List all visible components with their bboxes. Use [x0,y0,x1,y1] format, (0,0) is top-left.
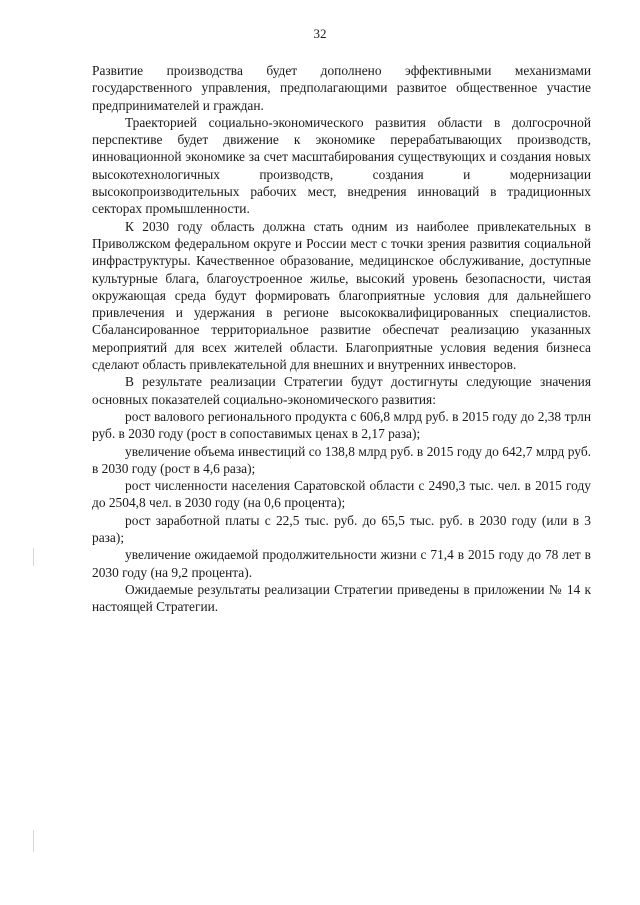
scan-artifact-line [33,830,34,852]
paragraph-trajectory: Траекторией социально-экономического развития области в долгосрочной перспективе будет движение к экономике перерабатывающих производств, инновационной экономике за счет масштабирования существующих и создания новых высокотехнологичных производств, создания и модернизации высокопроизводительных рабочих мест, внедрения инноваций в традиционных секторах промышленности. [92,114,591,217]
page-number: 32 [313,26,327,41]
indicator-wages: рост заработной платы с 22,5 тыс. руб. до 65,5 тыс. руб. в 2030 году (или в 3 раза); [92,512,591,546]
paragraph-2030-goals: К 2030 году область должна стать одним из наиболее привлекательных в Приволжском федеральном округе и России мест с точки зрения развития социальной инфраструктуры. Качественное образование, медицинское обслуживание, доступные культурные блага, благоустроенное жилье, высокий уровень безопасности, чистая окружающая среда будут формировать благоприятные условия для дальнейшего привлечения и удержания в регионе высококвалифицированных специалистов. Сбалансированное территориальное развитие обеспечат реализацию указанных мероприятий для всех жителей области. Благоприятные условия ведения бизнеса сделают область привлекательной для внешних и внутренних инвесторов. [92,218,591,373]
indicator-grp: рост валового регионального продукта с 606,8 млрд руб. в 2015 году до 2,38 трлн руб. в 2030 году (рост в сопоставимых ценах в 2,17 раза); [92,408,591,442]
paragraph-appendix-reference: Ожидаемые результаты реализации Стратегии приведены в приложении № 14 к настоящей Стратегии. [92,581,591,615]
indicator-life-expectancy: увеличение ожидаемой продолжительности жизни с 71,4 в 2015 году до 78 лет в 2030 году (на 9,2 процента). [92,547,591,580]
indicator-investment: увеличение объема инвестиций со 138,8 млрд руб. в 2015 году до 642,7 млрд руб. в 2030 году (рост в 4,6 раза); [92,443,591,476]
paragraph-results-intro: В результате реализации Стратегии будут достигнуты следующие значения основных показателей социально-экономического развития: [92,374,591,407]
scan-artifact-line [33,548,34,566]
indicator-population: рост численности населения Саратовской области с 2490,3 тыс. чел. в 2015 году до 2504,8 чел. в 2030 году (на 0,6 процента); [92,478,591,511]
document-body [92,62,591,616]
paragraph-governance: Развитие производства будет дополнено эффективными механизмами государственного управления, предполагающими развитое общественное участие предпринимателей и граждан. [92,63,591,113]
